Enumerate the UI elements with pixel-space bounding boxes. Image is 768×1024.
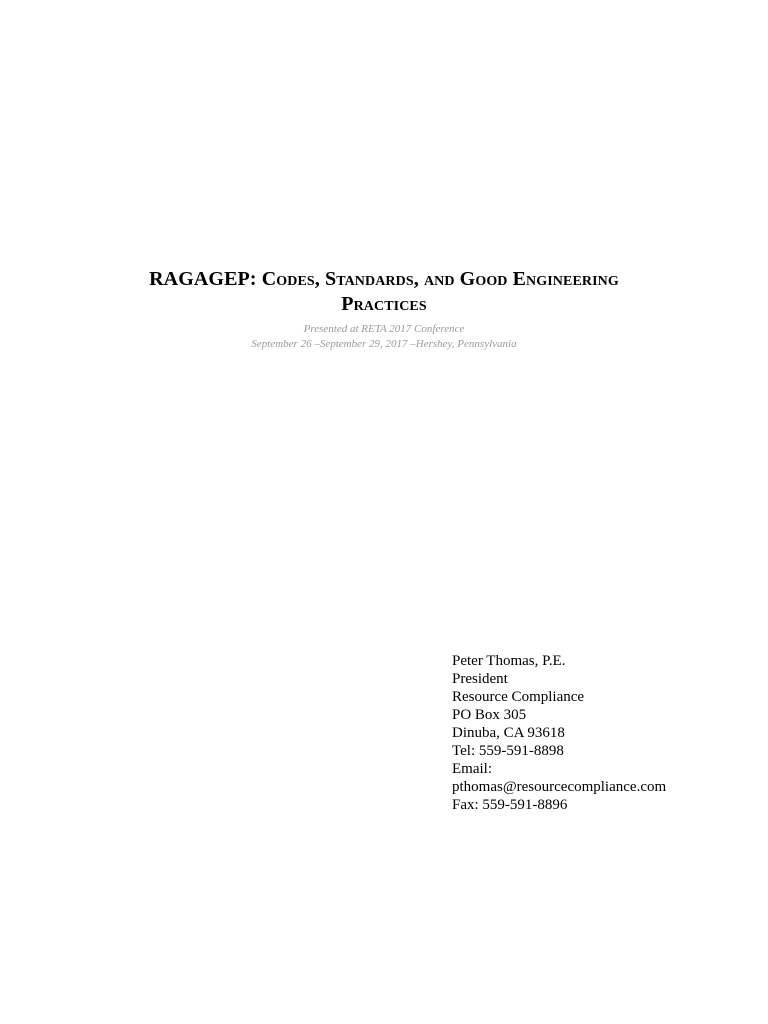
contact-email: pthomas@resourcecompliance.com bbox=[452, 779, 667, 795]
contact-po-box: PO Box 305 bbox=[452, 707, 527, 723]
contact-email-label: Email: bbox=[452, 761, 492, 777]
title-block bbox=[0, 267, 768, 352]
contact-position: President bbox=[452, 671, 508, 687]
contact-block bbox=[452, 652, 666, 814]
conference-dates-line: September 26 –September 29, 2017 –Hershey, Pennsylvania bbox=[251, 338, 517, 350]
contact-fax: Fax: 559-591-8896 bbox=[452, 797, 568, 813]
contact-city-state-zip: Dinuba, CA 93618 bbox=[452, 725, 565, 741]
title-line-1: RAGAGEP: Codes, Standards, and Good Engineering bbox=[149, 268, 619, 290]
contact-tel: Tel: 559-591-8898 bbox=[452, 743, 564, 759]
title-line-2: Practices bbox=[341, 293, 427, 315]
contact-company: Resource Compliance bbox=[452, 689, 585, 705]
document-title bbox=[0, 267, 768, 317]
contact-name: Peter Thomas, P.E. bbox=[452, 653, 566, 669]
conference-line: Presented at RETA 2017 Conference bbox=[303, 323, 465, 335]
